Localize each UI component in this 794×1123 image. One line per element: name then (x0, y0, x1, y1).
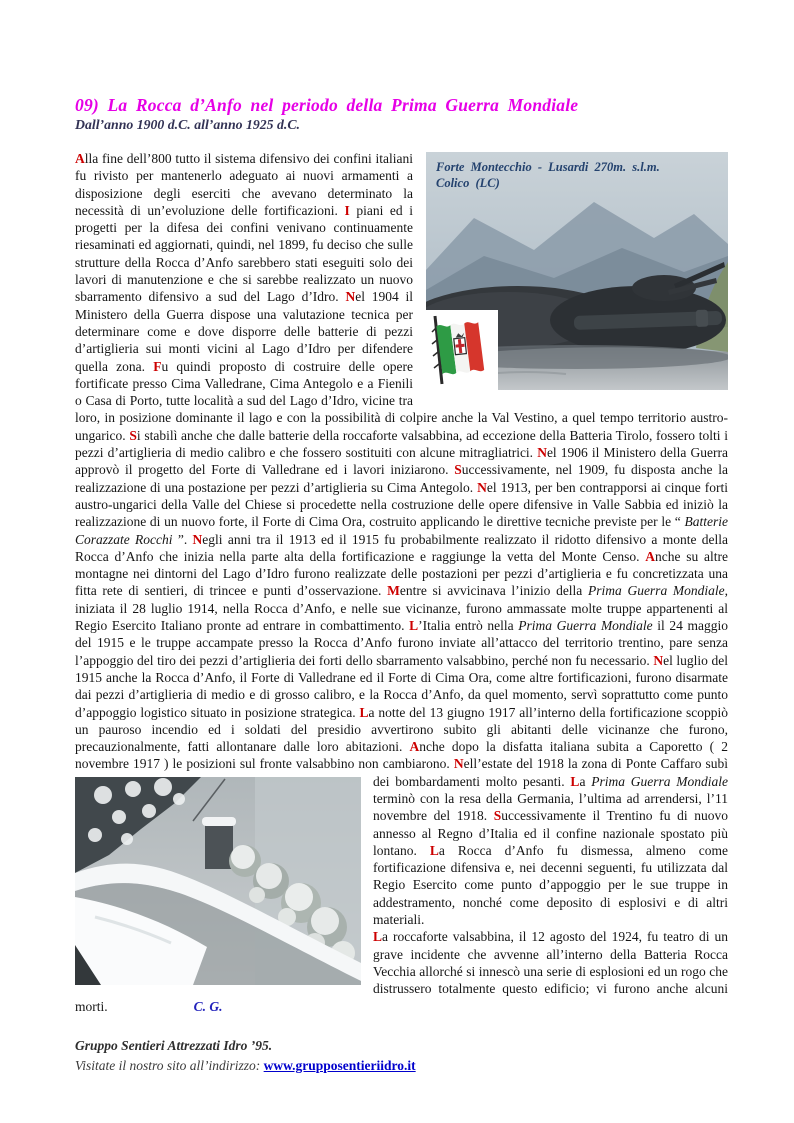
document-page (75, 96, 728, 1015)
red-drop-cap: L (429, 842, 439, 858)
article-body (75, 150, 728, 1015)
text-run: el 1904 il Ministero della Guerra dispose una valutazione tecnica per determinare come e dove disporre delle batterie di pezzi d’artiglieria sui monti vicini al Lago d’Idro per difendere quella zona. (75, 289, 413, 374)
text-run: terminò con la resa della Germania, l’ultima ad arrendersi, l’11 novembre del 1918. (373, 790, 728, 824)
red-drop-cap: N (345, 289, 356, 305)
text-run: il 24 maggio del 1915 e le truppe accampate presso la Rocca d’Anfo furono inviate all’attacco del territorio trentino, pare senza l’appoggio del tiro dei pezzi d’artiglieria dei forti dello sbarramento valsabbino, perché non fu necessario. (75, 618, 729, 668)
italian-flag-inset (426, 310, 498, 390)
photo-caption (436, 159, 660, 191)
snowy-rampart-photo (75, 777, 361, 985)
text-run: Prima Guerra Mondiale (588, 583, 725, 599)
wall-tower (205, 821, 233, 869)
text-run: egli anni tra il 1913 ed il 1915 fu probabilmente realizzato il ridotto difensivo a monte della Rocca d’Anfo che inizia nella parte alta della fortificazione e raggiunge la vetta del Monte Censo. (75, 531, 728, 564)
footer-visit-line (75, 1057, 728, 1074)
red-drop-cap: L (359, 704, 369, 720)
red-drop-cap: N (477, 479, 487, 495)
red-drop-cap: F (153, 358, 162, 374)
text-run: el 1913, per ben contrapporsi ai cinque forti austro-ungarici della Valle del Chiese si procedette nella costruzione delle opere difensive in Valle Sabbia ed iniziò la realizzazione di un nuovo forte, il Forte di Cima Ora, costruito applicando le direttive tecniche previste per le “ (75, 479, 728, 530)
text-run: el 1906 il Ministero della Guerra approvò il progetto del Forte di Valledrane ed i lavori iniziarono. (75, 445, 728, 478)
italian-flag-icon (426, 310, 498, 390)
red-drop-cap: I (344, 202, 350, 218)
website-link[interactable]: www.grupposentieriidro.it (263, 1058, 416, 1073)
text-run: uccessivamente il Trentino fu di nuovo annesso al Regno d’Italia ed il confine nazionale spostato più lontano. (373, 808, 728, 858)
text-run: u quindi proposto di costruire delle opere fortificate presso Cima Valledrane, Cima Antegolo e a Fienili o Casa di Porto, tutte località a sud del Lago d’Idro, vicine tra loro, in posizione dominante il lago e con la possibilità di colpire anche la Val Vestino, a quel tempo territorio austro-ungarico. (75, 358, 728, 443)
tower-snow-cap (202, 817, 236, 826)
red-drop-cap: M (387, 583, 400, 599)
fort-montecchio-photo (426, 152, 728, 390)
page-footer (75, 1037, 728, 1074)
caption-line1: Forte Montecchio - Lusardi 270m. s.l.m. (436, 160, 660, 174)
muzzle-ring (696, 310, 709, 327)
text-run: entre si avvicinava l’inizio della (399, 583, 588, 599)
text-run: nche su altre montagne nei dintorni del Lago d’Idro furono realizzate delle postazioni per pezzi d’artiglieria e fu concretizzata una fitta rete di sentieri, di trincee e punti d’osservazione. (75, 548, 728, 599)
text-run: a roccaforte valsabbina, il 12 agosto del 1924, fu teatro di un grave incidente che avvenne all’interno della Batteria Rocca Vecchia allorché si innescò una serie di esplosioni ed un rogo che distrussero totalmente questo edificio; vi furono anche alcuni morti. (75, 929, 728, 1014)
footer-visit-prefix: Visitate il nostro sito all’indirizzo: (75, 1058, 264, 1073)
text-run: el luglio del 1915 anche la Rocca d’Anfo, il Forte di Valledrane ed il Forte di Cima Ora, come altre fortificazioni, furono disarmate dai pezzi d’artiglieria di medio e di grosso calibro, e la Rocca d’Anfo, da quel momento, servì soprattutto come punto d’appoggio logistico situato in posizione strategica. (75, 652, 728, 720)
red-drop-cap: S (129, 427, 137, 443)
red-drop-cap: L (570, 773, 580, 789)
text-run: nche dopo la disfatta italiana subita a Caporetto ( 2 novembre 1917 ) le posizioni sul fronte valsabbino non cambiarono. (75, 739, 728, 772)
footer-group-name: Gruppo Sentieri Attrezzati Idro ’95. (75, 1038, 273, 1053)
caption-line2: Colico (LC) (436, 176, 500, 190)
snow-photo-illustration (75, 777, 361, 985)
red-drop-cap: L (373, 929, 383, 945)
author-initials: C. G. (193, 998, 223, 1014)
text-run: ’Italia entrò nella (418, 618, 519, 634)
text-run: Prima Guerra Mondiale (518, 618, 653, 634)
red-drop-cap: A (409, 739, 420, 755)
text-run: i stabilì anche che dalle batterie della roccaforte valsabbina, ad eccezione della Batteria Tirolo, fossero tolti i pezzi d’artiglieria di medio calibro e che fossero sostituiti con alcune mitragliatrici. (75, 427, 728, 461)
text-run: a Rocca d’Anfo fu dismessa, almeno come fortificazione difensiva e, nei decenni seguenti, fu utilizzata dal Regio Esercito come punto d’appoggio per le sue truppe in addestramento, nonché come deposito di esplosivi e di altri materiali. (373, 842, 728, 928)
text-run: Prima Guerra Mondiale (591, 773, 728, 789)
page-title: 09) La Rocca d’Anfo nel periodo della Prima Guerra Mondiale (75, 95, 579, 115)
red-drop-cap: N (537, 445, 547, 461)
text-run: Batterie Corazzate Rocchi (75, 514, 728, 547)
text-run: uccessivamente, nel 1909, fu disposta anche la realizzazione di una postazione per pezzi d’artiglieria su Cima Antegolo. (75, 462, 729, 495)
red-drop-cap: L (409, 618, 419, 634)
text-run: a (579, 773, 592, 789)
red-drop-cap: S (493, 808, 502, 824)
text-run: piani ed i progetti per la difesa dei confini venivano continuamente riesaminati ed aggiornati, quindi, nel 1899, fu deciso che sulle strutture della Rocca d’Anfo sarebbero stati eseguiti solo dei lavori di manutenzione e che si sarebbe realizzato un nuovo sbarramento difensivo a sud del Lago d’Idro. (75, 202, 413, 305)
text-run: lla fine dell’800 tutto il sistema difensivo dei confini italiani fu rivisto per mantenerlo adeguato ai nuovi armamenti a disposizione degli eserciti che avevano determinato la necessità di un’evoluzione delle fortificazioni. (75, 151, 413, 218)
red-drop-cap: N (653, 652, 664, 668)
red-drop-cap: A (645, 548, 655, 564)
red-drop-cap: N (453, 756, 464, 772)
red-drop-cap: A (75, 151, 85, 166)
red-drop-cap: N (192, 531, 203, 547)
page-subtitle: Dall’anno 1900 d.C. all’anno 1925 d.C. (75, 117, 301, 132)
text-run: ”. (172, 531, 193, 547)
red-drop-cap: S (454, 462, 462, 478)
text-run: ell’estate del 1918 la zona di Ponte Caffaro subì dei bombardamenti molto pesanti. (373, 756, 728, 789)
text-run: , iniziata il 28 luglio 1914, nella Rocca d’Anfo, e nelle sue vicinanze, furono ammassate molte truppe appartenenti al Regio Esercito Italiano pronte ad entrare in combattimento. (75, 583, 728, 634)
text-run: a notte del 13 giugno 1917 all’interno della fortificazione scoppiò un pauroso incendio ed i soldati del presidio avvertirono subito gli abitanti delle vicinanze che furono, precauzionalmente, fatti allontanare dalle loro abitazioni. (75, 704, 728, 755)
